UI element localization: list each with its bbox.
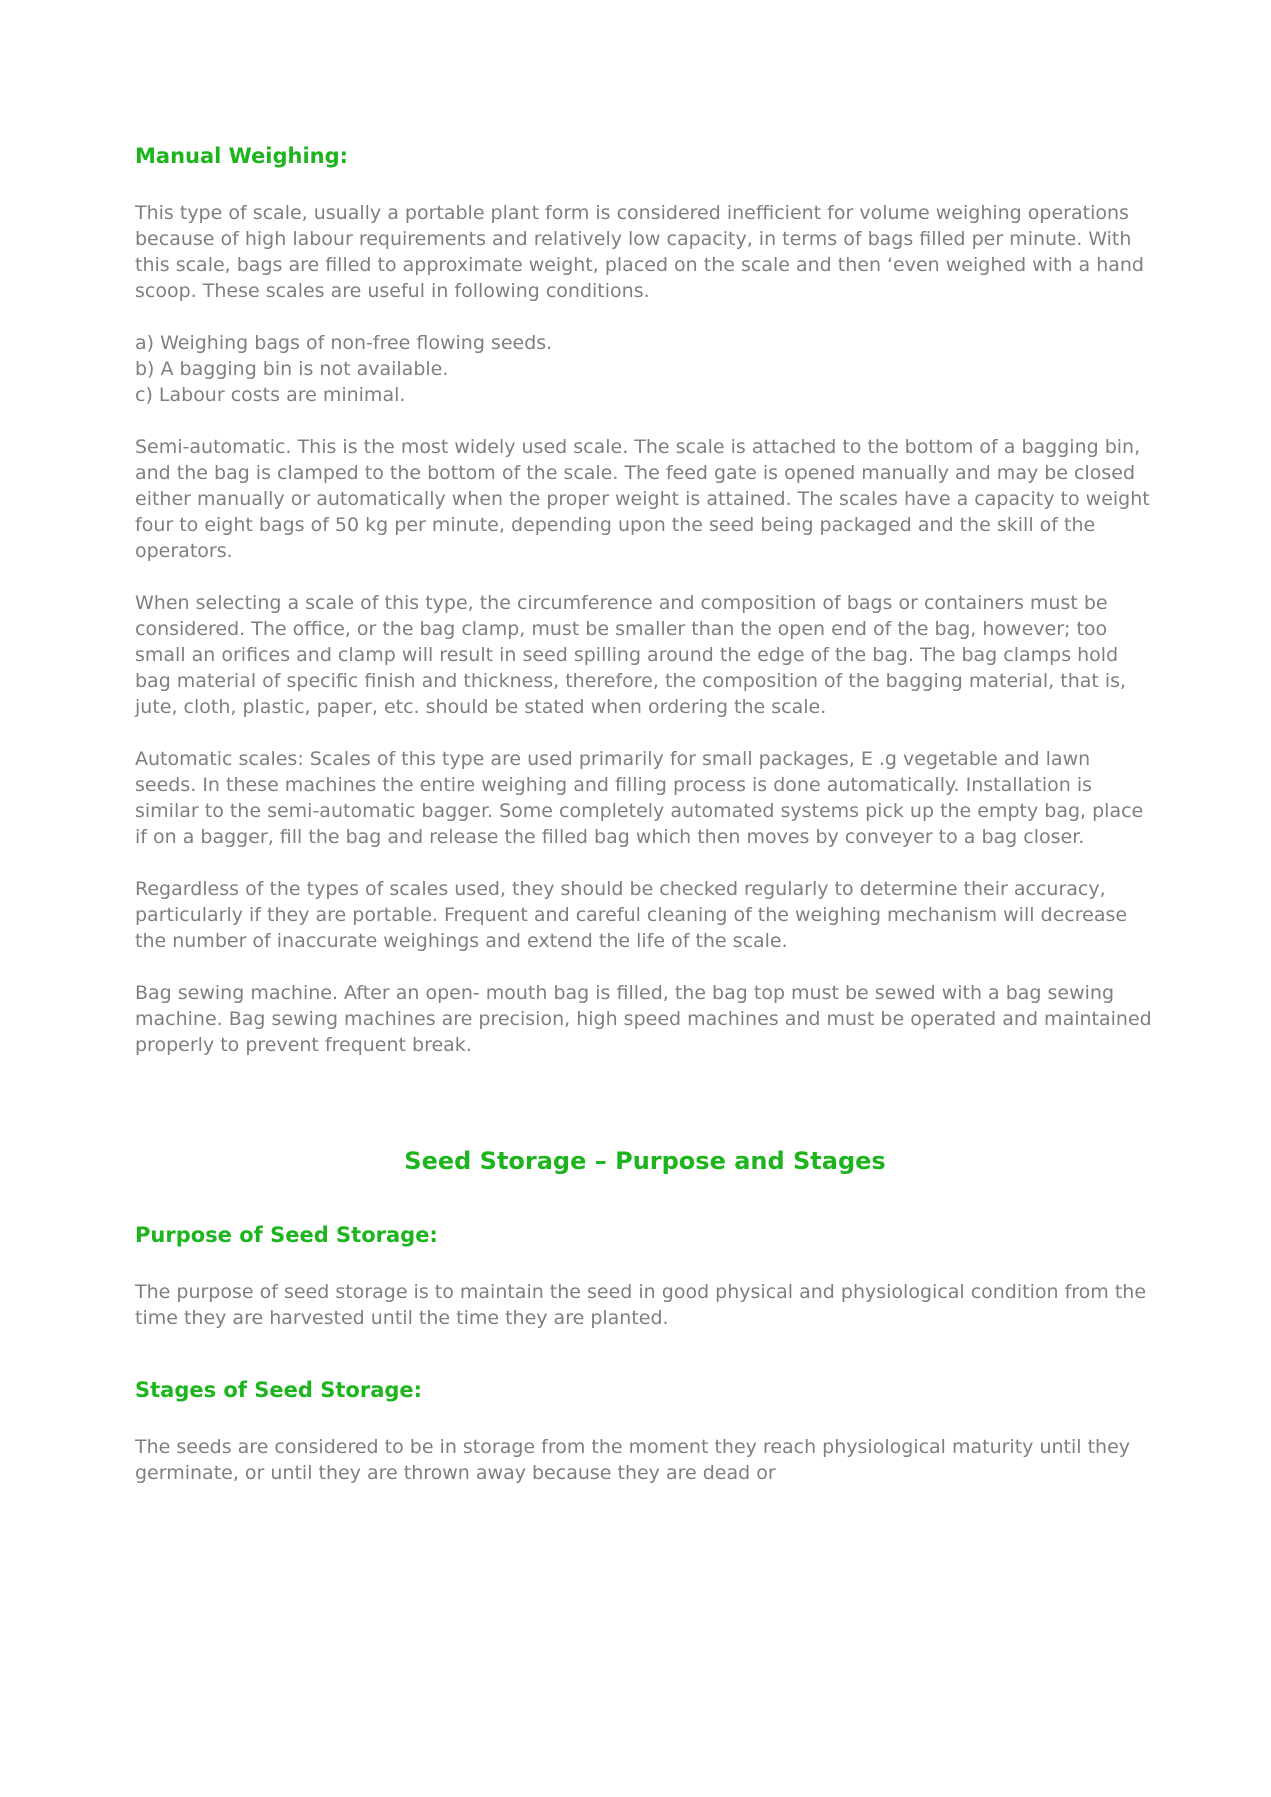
purpose-of-seed-storage-heading: Purpose of Seed Storage: xyxy=(135,1223,438,1247)
stages-of-seed-storage-heading: Stages of Seed Storage: xyxy=(135,1378,423,1402)
conditions-list xyxy=(135,330,1155,408)
list-item-a: a) Weighing bags of non-free flowing seeds. xyxy=(135,332,553,354)
seed-storage-title: Seed Storage – Purpose and Stages xyxy=(404,1147,886,1175)
intro-paragraph: This type of scale, usually a portable plant form is considered inefficient for volume weighing operations because of high labour requirements and relatively low capacity, in terms of bags filled per minute. With this scale, bags are filled to approximate weight, placed on the scale and then ‘even weighed with a hand scoop. These scales are useful in following conditions. xyxy=(135,202,1144,302)
semi-automatic-paragraph: Semi-automatic. This is the most widely used scale. The scale is attached to the bottom of a bagging bin, and the bag is clamped to the bottom of the scale. The feed gate is opened manually and may be closed either manually or automatically when the proper weight is attained. The scales have a capacity to weight four to eight bags of 50 kg per minute, depending upon the seed being packaged and the skill of the operators. xyxy=(135,436,1150,562)
document-content xyxy=(135,143,1155,1486)
purpose-paragraph: The purpose of seed storage is to maintain the seed in good physical and physiological condition from the time they are harvested until the time they are planted. xyxy=(135,1281,1147,1329)
regardless-paragraph: Regardless of the types of scales used, they should be checked regularly to determine their accuracy, particularly if they are portable. Frequent and careful cleaning of the weighing mechanism will decrease the number of inaccurate weighings and extend the life of the scale. xyxy=(135,878,1128,952)
selecting-scale-paragraph: When selecting a scale of this type, the circumference and composition of bags or containers must be considered. The office, or the bag clamp, must be smaller than the open end of the bag, however; too small an orifices and clamp will result in seed spilling around the edge of the bag. The bag clamps hold bag material of specific finish and thickness, therefore, the composition of the bagging material, that is, jute, cloth, plastic, paper, etc. should be stated when ordering the scale. xyxy=(135,592,1127,718)
automatic-scales-paragraph: Automatic scales: Scales of this type are used primarily for small packages, E .g vegetable and lawn seeds. In these machines the entire weighing and filling process is done automatically. Installation is similar to the semi-automatic bagger. Some completely automated systems pick up the empty bag, place if on a bagger, fill the bag and release the filled bag which then moves by conveyer to a bag closer. xyxy=(135,748,1144,848)
list-item-c: c) Labour costs are minimal. xyxy=(135,384,406,406)
bag-sewing-paragraph: Bag sewing machine. After an open- mouth bag is filled, the bag top must be sewed with a bag sewing machine. Bag sewing machines are precision, high speed machines and must be operated and maintained properly to prevent frequent break. xyxy=(135,982,1152,1056)
list-item-b: b) A bagging bin is not available. xyxy=(135,358,449,380)
manual-weighing-heading: Manual Weighing: xyxy=(135,144,349,168)
stages-paragraph: The seeds are considered to be in storage from the moment they reach physiological maturity until they germinate, or until they are thrown away because they are dead or xyxy=(135,1436,1131,1484)
